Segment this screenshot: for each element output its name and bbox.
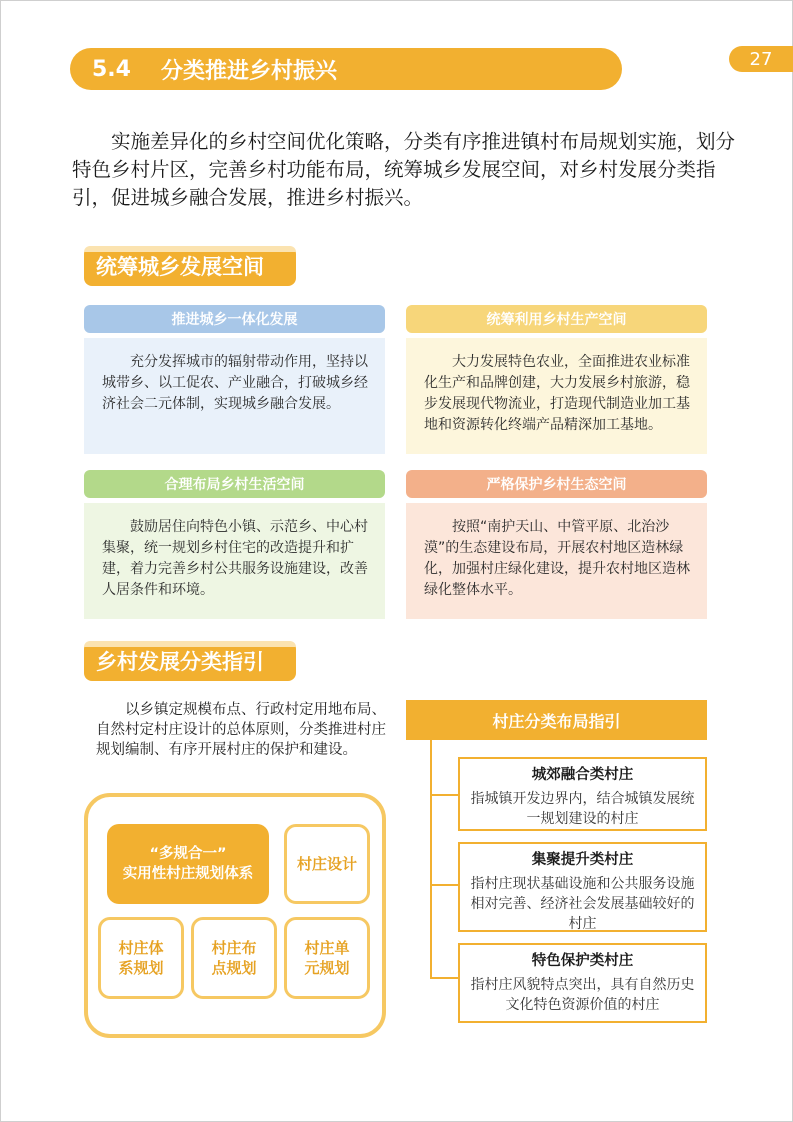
card-body-production: 大力发展特色农业，全面推进农业标准化生产和品牌创建，大力发展乡村旅游，稳步发展现代物流业，打造现代制造业加工基地和资源转化终端产品精深加工基地。 bbox=[406, 338, 707, 454]
category-desc: 指村庄现状基础设施和公共服务设施相对完善、经济社会发展基础较好的村庄 bbox=[470, 876, 695, 932]
village-units-plan-label: 村庄单元规划 bbox=[304, 939, 350, 977]
section-title: 分类推进乡村振兴 bbox=[160, 58, 337, 84]
section-number: 5.4 bbox=[92, 56, 131, 82]
card-title-production: 统筹利用乡村生产空间 bbox=[406, 305, 707, 333]
multi-plan-line1: “多规合一” bbox=[149, 846, 227, 862]
village-design-box bbox=[284, 824, 370, 904]
space-section-heading bbox=[84, 246, 296, 286]
section-header bbox=[70, 48, 622, 90]
village-units-plan-box bbox=[284, 917, 370, 999]
tree-connector-2 bbox=[430, 884, 458, 886]
category-agglomeration bbox=[458, 842, 707, 932]
category-title: 城郊融合类村庄 bbox=[531, 767, 634, 783]
card-body-living: 鼓励居住向特色小镇、示范乡、中心村集聚，统一规划乡村住宅的改造提升和扩建，着力完善乡村公共服务设施建设，改善人居条件和环境。 bbox=[84, 503, 385, 619]
card-title-living: 合理布局乡村生活空间 bbox=[84, 470, 385, 498]
village-design-label: 村庄设计 bbox=[296, 855, 357, 873]
tree-connector-3 bbox=[430, 977, 458, 979]
classification-header: 村庄分类布局指引 bbox=[406, 700, 707, 740]
space-section-title: 统筹城乡发展空间 bbox=[96, 255, 264, 279]
guide-paragraph: 以乡镇定规模布点、行政村定用地布局、自然村定村庄设计的总体原则，分类推进村庄规划编制、有序开展村庄的保护和建设。 bbox=[96, 702, 386, 758]
card-body-integration: 充分发挥城市的辐射带动作用，坚持以城带乡、以工促农、产业融合，打破城乡经济社会二元体制，实现城乡融合发展。 bbox=[84, 338, 385, 454]
multi-plan-line2: 实用性村庄规划体系 bbox=[122, 866, 254, 882]
category-title: 集聚提升类村庄 bbox=[531, 852, 634, 868]
guide-section-heading bbox=[84, 641, 296, 681]
card-title-integration: 推进城乡一体化发展 bbox=[84, 305, 385, 333]
card-body-ecology: 按照“南护天山、中管平原、北治沙漠”的生态建设布局，开展农村地区造林绿化，加强村庄绿化建设，提升农村地区造林绿化整体水平。 bbox=[406, 503, 707, 619]
intro-paragraph: 实施差异化的乡村空间优化策略，分类有序推进镇村布局规划实施，划分特色乡村片区，完善乡村功能布局，统筹城乡发展空间，对乡村发展分类指引，促进城乡融合发展，推进乡村振兴。 bbox=[72, 130, 736, 209]
village-points-plan-label: 村庄布点规划 bbox=[211, 939, 257, 977]
category-title: 特色保护类村庄 bbox=[531, 953, 634, 969]
card-title-ecology: 严格保护乡村生态空间 bbox=[406, 470, 707, 498]
guide-section-title: 乡村发展分类指引 bbox=[96, 650, 264, 674]
village-points-plan-box bbox=[191, 917, 277, 999]
category-suburban bbox=[458, 757, 707, 831]
village-system-plan-box bbox=[98, 917, 184, 999]
tree-connector-1 bbox=[430, 794, 458, 796]
category-desc: 指城镇开发边界内，结合城镇发展统一规划建设的村庄 bbox=[470, 791, 695, 827]
tree-connector-vertical bbox=[430, 740, 432, 978]
page-number: 27 bbox=[729, 46, 793, 72]
village-system-plan-label: 村庄体系规划 bbox=[118, 939, 164, 977]
category-desc: 指村庄风貌特点突出，具有自然历史文化特色资源价值的村庄 bbox=[470, 977, 695, 1013]
multi-plan-system-box bbox=[107, 824, 269, 904]
category-protection bbox=[458, 943, 707, 1023]
